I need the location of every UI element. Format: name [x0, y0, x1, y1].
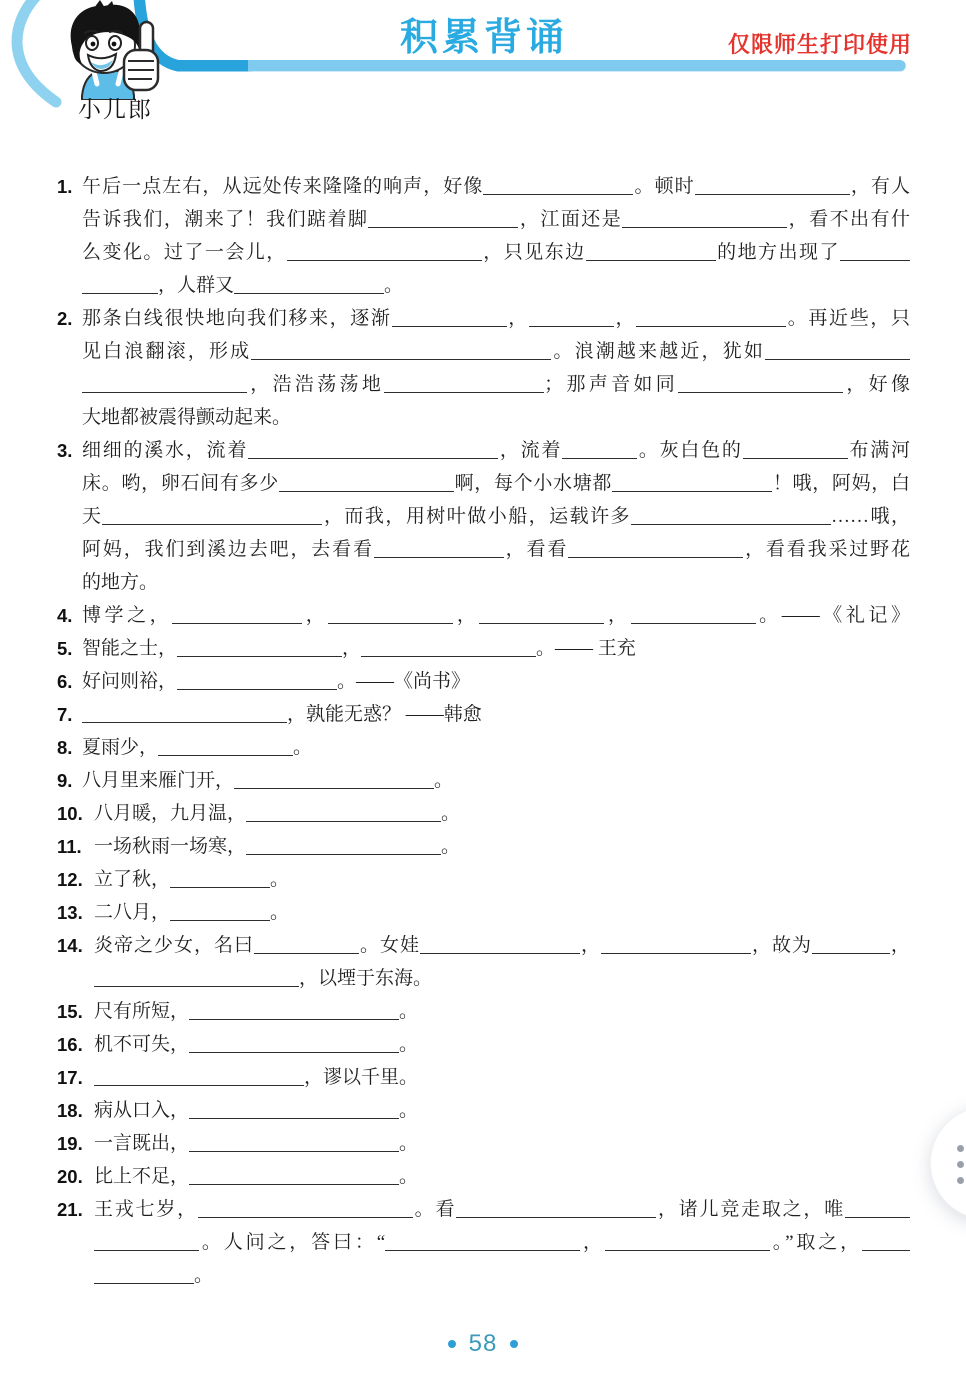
item-text: 阿妈，我们到溪边去吧，去看看 [82, 539, 374, 560]
item-text: 王戎七岁， [94, 1199, 198, 1220]
item-line [82, 368, 910, 401]
fill-in-blank [368, 212, 518, 228]
items-list [57, 152, 910, 1292]
item-text: 。—— 王充 [536, 638, 636, 659]
item-text: 。再近些，只 [786, 308, 910, 329]
item-text: ， [302, 605, 329, 626]
item-number: 17. [57, 1067, 83, 1088]
item-text: 八月里来雁门开， [82, 770, 235, 791]
fill-in-blank [479, 608, 604, 624]
item-text: 床。哟，卵石间有多少 [82, 473, 279, 494]
item-text: ，有人 [849, 176, 910, 197]
fill-in-blank [248, 443, 498, 459]
item-text: 一场秋雨一场寒， [94, 836, 247, 857]
item-text: ， [889, 935, 910, 956]
item-line [82, 434, 910, 467]
item-line [94, 962, 910, 995]
item-text: 啊，每个小水塘都 [453, 473, 613, 494]
item-text: ， [580, 1232, 605, 1253]
item-line [82, 764, 910, 797]
logo-label: 小儿郎 [78, 97, 153, 122]
item-number: 16. [57, 1034, 83, 1055]
item-text: 天 [82, 506, 103, 527]
item-line [94, 1226, 910, 1259]
item-text: 么变化。过了一会儿， [82, 242, 287, 263]
fill-in-blank [845, 1202, 910, 1218]
item-text: 那条白线很快地向我们移来，逐渐 [82, 308, 392, 329]
fill-in-blank [392, 311, 507, 327]
fill-in-blank [94, 1268, 194, 1284]
fill-in-blank [102, 509, 322, 525]
fill-in-blank [94, 1235, 199, 1251]
fill-in-blank [82, 278, 158, 294]
item-text: 。女娃 [358, 935, 420, 956]
item-number: 1. [57, 176, 73, 197]
worksheet-item [57, 830, 910, 863]
fill-in-blank [631, 509, 831, 525]
fill-in-blank [287, 245, 482, 261]
fill-in-blank [743, 443, 848, 459]
item-text: 。”取之， [769, 1232, 862, 1253]
fill-in-blank [695, 179, 850, 195]
item-text: 。 [399, 1100, 419, 1121]
worksheet-item [57, 731, 910, 764]
item-text: 。——《礼记》 [755, 605, 910, 626]
item-text: 。 [434, 770, 454, 791]
item-text: 好问则裕， [82, 671, 178, 692]
worksheet-item [57, 1094, 910, 1127]
item-number: 21. [57, 1199, 83, 1220]
fill-in-blank [605, 1235, 770, 1251]
item-text: 。 [293, 737, 313, 758]
item-text: ，浩浩荡荡地 [247, 374, 385, 395]
worksheet-item [57, 896, 910, 929]
fill-in-blank [374, 542, 504, 558]
page-header [0, 0, 966, 152]
item-text: ， [579, 935, 601, 956]
more-options-button[interactable] [930, 1106, 966, 1220]
item-number: 12. [57, 869, 83, 890]
fill-in-blank [384, 377, 544, 393]
fill-in-blank [94, 1070, 304, 1086]
item-text: ，人群又 [158, 275, 235, 296]
footer-dot [448, 1340, 456, 1348]
worksheet-item [57, 863, 910, 896]
worksheet-item [57, 1193, 910, 1292]
fill-in-blank [328, 608, 453, 624]
item-text: ， [604, 605, 631, 626]
item-text: 。 [441, 836, 461, 857]
item-text: 。——《尚书》 [337, 671, 471, 692]
item-line [82, 467, 910, 500]
item-text: 。 [399, 1166, 419, 1187]
fill-in-blank [251, 344, 551, 360]
fill-in-blank [622, 212, 787, 228]
item-text: 午后一点左右，从远处传来隆隆的响声，好像 [82, 176, 484, 197]
worksheet-item [57, 665, 910, 698]
item-line [82, 401, 910, 434]
worksheet-item [57, 1061, 910, 1094]
item-number: 13. [57, 902, 83, 923]
item-number: 11. [57, 836, 82, 857]
page-title: 积累背诵 [400, 17, 569, 59]
fill-in-blank [254, 938, 359, 954]
item-text: 一言既出， [94, 1133, 190, 1154]
item-line [82, 203, 910, 236]
fill-in-blank [586, 245, 716, 261]
fill-in-blank [158, 740, 293, 756]
item-text: ，故为 [750, 935, 812, 956]
worksheet-item [57, 1028, 910, 1061]
fill-in-blank [170, 872, 270, 888]
item-text: 布满河 [847, 440, 910, 461]
fill-in-blank [631, 608, 756, 624]
item-line [82, 731, 910, 764]
fill-in-blank [177, 641, 342, 657]
fill-in-blank [246, 806, 441, 822]
item-line [82, 170, 910, 203]
item-number: 14. [57, 935, 83, 956]
fill-in-blank [636, 311, 786, 327]
fill-in-blank [678, 377, 843, 393]
item-text: 博学之， [82, 605, 173, 626]
fill-in-blank [483, 179, 633, 195]
item-number: 19. [57, 1133, 83, 1154]
fill-in-blank [361, 641, 536, 657]
item-text: 比上不足， [94, 1166, 190, 1187]
item-text: 。 [441, 803, 461, 824]
item-text: 。人问之，答曰：“ [199, 1232, 386, 1253]
item-number: 10. [57, 803, 83, 824]
xiaoerlang-mascot-logo [44, 0, 172, 100]
item-text: ，谬以千里。 [304, 1067, 419, 1088]
item-text: 。 [270, 902, 290, 923]
fill-in-blank [601, 938, 751, 954]
fill-in-blank [198, 1202, 413, 1218]
worksheet-item [57, 434, 910, 599]
item-line [82, 302, 910, 335]
kebab-menu-icon [957, 1145, 964, 1184]
item-line [82, 236, 910, 269]
item-line [94, 1028, 910, 1061]
fill-in-blank [172, 608, 302, 624]
fill-in-blank [568, 542, 743, 558]
item-line [94, 929, 910, 962]
worksheet-item [57, 632, 910, 665]
fill-in-blank [82, 707, 287, 723]
item-line [82, 335, 910, 368]
fill-in-blank [170, 905, 270, 921]
item-line [94, 1259, 910, 1292]
footer-dot [510, 1340, 518, 1348]
fill-in-blank [246, 839, 441, 855]
worksheet-item [57, 698, 910, 731]
worksheet-item [57, 1127, 910, 1160]
header-divider-bar [248, 60, 906, 71]
item-line [94, 863, 910, 896]
item-line [82, 599, 910, 632]
item-line [94, 1061, 910, 1094]
item-line [94, 797, 910, 830]
item-text: ，江面还是 [518, 209, 623, 230]
item-text: ，看看 [503, 539, 569, 560]
fill-in-blank [189, 1169, 399, 1185]
fill-in-blank [612, 476, 772, 492]
item-text: 夏雨少， [82, 737, 159, 758]
item-text: ，只见东边 [481, 242, 586, 263]
print-notice: 仅限师生打印使用 [727, 32, 912, 57]
worksheet-item [57, 929, 910, 995]
item-line [94, 830, 910, 863]
fill-in-blank [456, 1202, 656, 1218]
item-text: ，而我，用树叶做小船，运载许多 [322, 506, 632, 527]
item-text: 细细的溪水，流着 [82, 440, 249, 461]
fill-in-blank [385, 1235, 580, 1251]
item-text: 见白浪翻滚，形成 [82, 341, 252, 362]
item-text: ， [453, 605, 480, 626]
worksheet-item [57, 302, 910, 434]
item-text: 炎帝之少女，名曰 [94, 935, 254, 956]
item-text: ，诸儿竞走取之，唯 [656, 1199, 845, 1220]
item-line [82, 632, 910, 665]
item-line [82, 665, 910, 698]
item-text: ，好像 [843, 374, 910, 395]
item-text: 。 [270, 869, 290, 890]
fill-in-blank [189, 1103, 399, 1119]
worksheet-item [57, 599, 910, 632]
fill-in-blank [94, 971, 299, 987]
page-number: 58 [468, 1330, 498, 1357]
item-line [94, 995, 910, 1028]
item-text: 的地方出现了 [715, 242, 840, 263]
item-line [82, 533, 910, 566]
fill-in-blank [862, 1235, 910, 1251]
item-line [82, 698, 910, 731]
item-text: 大地都被震得颤动起来。 [82, 407, 292, 428]
worksheet-item [57, 170, 910, 302]
worksheet-item [57, 1160, 910, 1193]
item-text: ， [506, 308, 529, 329]
item-text: 。 [194, 1265, 214, 1286]
item-text: 二八月， [94, 902, 171, 923]
item-line [94, 1094, 910, 1127]
item-line [82, 566, 910, 599]
item-text: 。灰白色的 [637, 440, 743, 461]
item-text: ；那声音如同 [544, 374, 679, 395]
item-text: 。 [399, 1001, 419, 1022]
fill-in-blank [279, 476, 454, 492]
item-text: 尺有所短， [94, 1001, 190, 1022]
item-text: ， [342, 638, 362, 659]
item-text: 病从口入， [94, 1100, 190, 1121]
item-number: 9. [57, 770, 73, 791]
item-text: ， [613, 308, 637, 329]
item-text: ，流着 [498, 440, 563, 461]
fill-in-blank [189, 1004, 399, 1020]
item-text: ……哦， [831, 506, 910, 527]
item-text: 。 [399, 1133, 419, 1154]
item-text: ，孰能无惑？ ——韩愈 [287, 704, 482, 725]
fill-in-blank [420, 938, 580, 954]
item-text: ，以堙于东海。 [299, 968, 433, 989]
item-number: 18. [57, 1100, 83, 1121]
item-number: 20. [57, 1166, 83, 1187]
item-text: 立了秋， [94, 869, 171, 890]
item-text: 机不可失， [94, 1034, 190, 1055]
fill-in-blank [82, 377, 247, 393]
item-text: 的地方。 [82, 572, 159, 593]
fill-in-blank [177, 674, 337, 690]
page-footer [0, 1330, 966, 1358]
worksheet-item [57, 995, 910, 1028]
item-text: 。看 [412, 1199, 457, 1220]
fill-in-blank [189, 1037, 399, 1053]
fill-in-blank [765, 344, 910, 360]
item-text: ，看看我采过野花 [743, 539, 910, 560]
item-line [94, 1127, 910, 1160]
item-number: 8. [57, 737, 73, 758]
item-number: 6. [57, 671, 73, 692]
item-text: 智能之士， [82, 638, 178, 659]
item-text: 。顿时 [633, 176, 695, 197]
item-line [82, 500, 910, 533]
item-line [94, 1193, 910, 1226]
item-line [94, 896, 910, 929]
item-number: 15. [57, 1001, 83, 1022]
fill-in-blank [234, 278, 384, 294]
fill-in-blank [234, 773, 434, 789]
fill-in-blank [189, 1136, 399, 1152]
item-text: 八月暖，九月温， [94, 803, 247, 824]
item-number: 3. [57, 440, 73, 461]
item-text: ！哦，阿妈，白 [772, 473, 910, 494]
item-text: ，看不出有什 [787, 209, 910, 230]
fill-in-blank [562, 443, 637, 459]
fill-in-blank [529, 311, 614, 327]
item-text: 告诉我们，潮来了！我们踮着脚 [82, 209, 369, 230]
item-line [82, 269, 910, 302]
worksheet-item [57, 764, 910, 797]
fill-in-blank [812, 938, 890, 954]
item-number: 4. [57, 605, 73, 626]
item-number: 5. [57, 638, 73, 659]
item-number: 7. [57, 704, 73, 725]
fill-in-blank [840, 245, 910, 261]
item-text: 。浪潮越来越近，犹如 [551, 341, 765, 362]
item-number: 2. [57, 308, 73, 329]
item-text: 。 [399, 1034, 419, 1055]
item-line [94, 1160, 910, 1193]
item-text: 。 [384, 275, 404, 296]
worksheet-item [57, 797, 910, 830]
